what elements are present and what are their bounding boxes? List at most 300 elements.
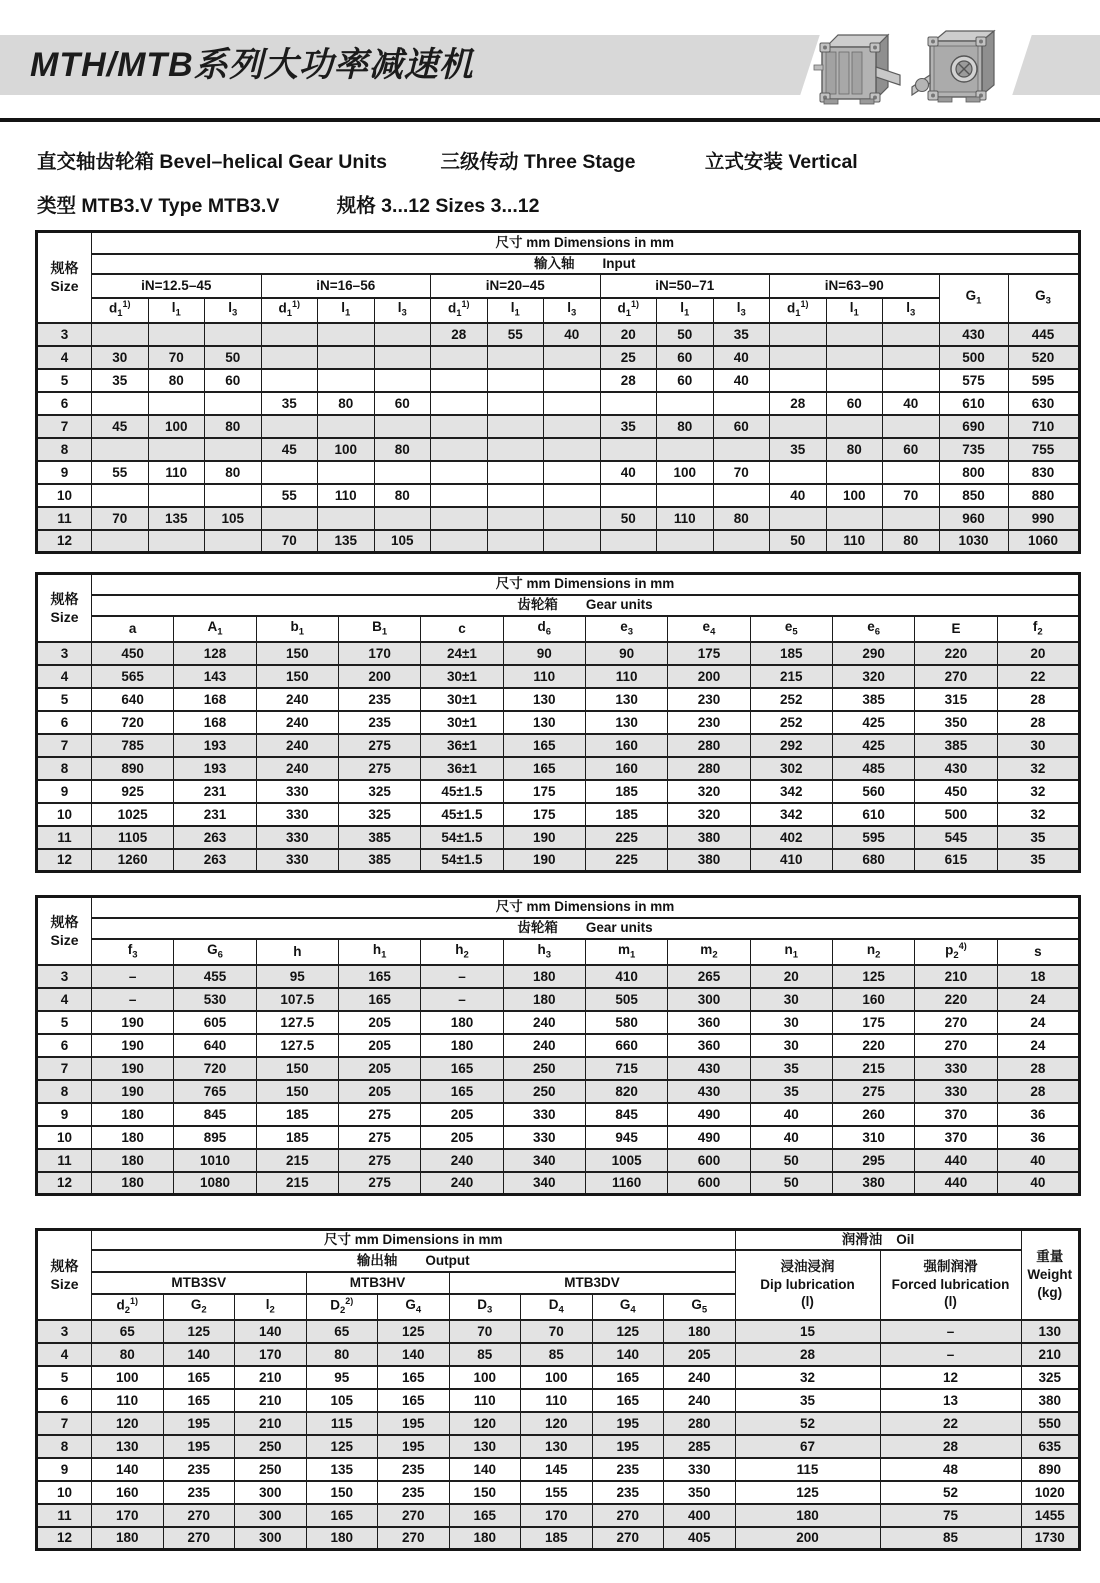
data-cell [487, 461, 544, 484]
data-cell: 165 [378, 1389, 450, 1412]
column-header: $l_1$ [826, 298, 883, 323]
column-header: $e_4$ [668, 616, 750, 642]
table-row [37, 415, 1080, 438]
data-cell: 450 [915, 780, 997, 803]
data-cell: 240 [256, 757, 338, 780]
weight-value: 890 [1021, 1458, 1080, 1481]
data-cell: 275 [338, 1103, 420, 1126]
column-header: s [997, 939, 1079, 965]
data-cell: 140 [449, 1458, 521, 1481]
data-cell: 615 [915, 849, 997, 872]
data-cell: 130 [585, 711, 667, 734]
data-cell: 385 [338, 826, 420, 849]
data-cell: 230 [668, 688, 750, 711]
data-cell: 205 [338, 1034, 420, 1057]
table-row [37, 1057, 1080, 1080]
data-cell [883, 507, 940, 530]
data-cell: 450 [92, 642, 174, 665]
data-cell: 235 [378, 1458, 450, 1481]
column-header: $e_6$ [832, 616, 914, 642]
data-cell: 280 [664, 1412, 736, 1435]
data-cell: 40 [750, 1103, 832, 1126]
table-row [37, 232, 1080, 254]
data-cell: 168 [174, 711, 256, 734]
data-cell: 60 [205, 369, 262, 392]
data-cell [374, 369, 431, 392]
data-cell: 35 [92, 369, 149, 392]
data-cell: 735 [939, 438, 1008, 461]
data-cell: 60 [883, 438, 940, 461]
data-cell: 405 [664, 1527, 736, 1550]
data-cell: 170 [92, 1504, 164, 1527]
data-cell [431, 438, 488, 461]
data-cell [883, 461, 940, 484]
data-cell: 50 [600, 507, 657, 530]
dims-title: 尺寸 mm Dimensions in mm [92, 232, 1080, 254]
weight-value: 1730 [1021, 1527, 1080, 1550]
data-cell: 45 [92, 415, 149, 438]
data-cell: 325 [338, 803, 420, 826]
data-cell: 270 [378, 1527, 450, 1550]
data-cell: 1005 [585, 1149, 667, 1172]
data-cell: 205 [338, 1080, 420, 1103]
column-header: h [256, 939, 338, 965]
data-cell: 400 [664, 1504, 736, 1527]
data-cell [318, 369, 375, 392]
data-cell: 55 [92, 461, 149, 484]
column-header: $d_1^{1)}$ [92, 298, 149, 323]
data-cell [205, 323, 262, 346]
table-row [37, 1080, 1080, 1103]
weight-value: 380 [1021, 1389, 1080, 1412]
column-header: $l_1$ [318, 298, 375, 323]
column-header: $d_1^{1)}$ [600, 298, 657, 323]
data-cell: 125 [832, 965, 914, 988]
data-cell: 710 [1008, 415, 1079, 438]
table-row [37, 484, 1080, 507]
data-cell: 150 [256, 1080, 338, 1103]
table-row [37, 642, 1080, 665]
data-cell: 380 [668, 849, 750, 872]
data-cell [374, 415, 431, 438]
column-header: $G_4$ [378, 1294, 450, 1320]
data-cell: 125 [163, 1320, 235, 1343]
row-size: 11 [37, 1504, 92, 1527]
data-cell: 165 [503, 734, 585, 757]
data-cell: 30±1 [421, 665, 503, 688]
table-row [37, 346, 1080, 369]
data-cell: 100 [449, 1366, 521, 1389]
data-cell: 195 [163, 1435, 235, 1458]
data-cell: 485 [832, 757, 914, 780]
data-cell: 330 [664, 1458, 736, 1481]
weight-value: 1455 [1021, 1504, 1080, 1527]
data-cell: 105 [306, 1389, 378, 1412]
data-cell: 240 [421, 1149, 503, 1172]
data-cell: 22 [997, 665, 1079, 688]
data-cell: 165 [338, 965, 420, 988]
data-cell: 40 [883, 392, 940, 415]
data-cell: 50 [750, 1172, 832, 1195]
data-cell: 60 [657, 346, 714, 369]
data-cell: 165 [163, 1366, 235, 1389]
data-cell: 240 [256, 688, 338, 711]
data-cell: 180 [306, 1527, 378, 1550]
data-cell: 40 [750, 1126, 832, 1149]
data-cell: 330 [915, 1057, 997, 1080]
forced-lubrication-value: 12 [880, 1366, 1021, 1389]
data-cell: 140 [378, 1343, 450, 1366]
dip-lubrication-value: 32 [735, 1366, 880, 1389]
data-cell: 80 [205, 461, 262, 484]
data-cell: 165 [421, 1080, 503, 1103]
column-header: $G_4$ [592, 1294, 664, 1320]
data-cell [431, 346, 488, 369]
data-cell [374, 507, 431, 530]
data-cell: 220 [915, 988, 997, 1011]
data-cell: 300 [235, 1504, 307, 1527]
forced-lubrication-header: 强制润滑 Forced lubrication (l) [880, 1250, 1021, 1320]
data-cell: 110 [92, 1389, 164, 1412]
table-row [37, 574, 1080, 595]
data-cell: 231 [174, 803, 256, 826]
data-cell: 40 [770, 484, 827, 507]
row-size: 12 [37, 1172, 92, 1195]
data-cell: 115 [306, 1412, 378, 1435]
data-cell: 110 [585, 665, 667, 688]
data-cell [431, 530, 488, 553]
data-cell: 185 [521, 1527, 593, 1550]
table-row [37, 254, 1080, 274]
data-cell: 35 [770, 438, 827, 461]
column-header: $b_1$ [256, 616, 338, 642]
dims-title: 尺寸 mm Dimensions in mm [92, 1230, 736, 1250]
row-size: 11 [37, 1149, 92, 1172]
data-cell [826, 369, 883, 392]
data-cell: 190 [503, 849, 585, 872]
data-cell: 110 [826, 530, 883, 553]
data-cell: 125 [378, 1320, 450, 1343]
data-cell: 235 [592, 1481, 664, 1504]
data-cell [431, 461, 488, 484]
data-cell: 800 [939, 461, 1008, 484]
data-cell [318, 323, 375, 346]
data-cell: 80 [148, 369, 205, 392]
data-cell: 24±1 [421, 642, 503, 665]
table-row [37, 1011, 1080, 1034]
data-cell: 150 [256, 642, 338, 665]
data-cell: 275 [338, 1149, 420, 1172]
section-title-gear-units: 齿轮箱 Gear units [92, 918, 1080, 939]
data-cell: 845 [174, 1103, 256, 1126]
row-size: 6 [37, 392, 92, 415]
column-header: $d_1^{1)}$ [261, 298, 318, 323]
data-cell: 225 [585, 849, 667, 872]
data-cell: 80 [883, 530, 940, 553]
data-cell: 530 [174, 988, 256, 1011]
dip-lubrication-value: 180 [735, 1504, 880, 1527]
data-cell: 180 [92, 1172, 174, 1195]
data-cell: 720 [174, 1057, 256, 1080]
size-column-header: 规格 Size [37, 1230, 92, 1320]
data-cell [148, 323, 205, 346]
data-cell: 36 [997, 1103, 1079, 1126]
data-cell: 1260 [92, 849, 174, 872]
data-cell [544, 484, 601, 507]
table-row [37, 1149, 1080, 1172]
data-cell [883, 415, 940, 438]
column-header: $d_6$ [503, 616, 585, 642]
data-cell: 595 [1008, 369, 1079, 392]
data-cell: 575 [939, 369, 1008, 392]
row-size: 10 [37, 484, 92, 507]
row-size: 3 [37, 642, 92, 665]
row-size: 7 [37, 415, 92, 438]
data-cell: 205 [421, 1126, 503, 1149]
data-cell: 30±1 [421, 711, 503, 734]
data-cell [487, 369, 544, 392]
row-size: 3 [37, 323, 92, 346]
data-cell [487, 484, 544, 507]
data-cell: 850 [939, 484, 1008, 507]
data-cell: 85 [521, 1343, 593, 1366]
row-size: 9 [37, 1103, 92, 1126]
data-cell: 32 [997, 780, 1079, 803]
data-cell: 107.5 [256, 988, 338, 1011]
table-row [37, 849, 1080, 872]
data-cell: 310 [832, 1126, 914, 1149]
data-cell: 270 [378, 1504, 450, 1527]
table-row [37, 369, 1080, 392]
column-header: $G_3$ [1008, 274, 1079, 323]
data-cell [148, 530, 205, 553]
dip-lubrication-value: 115 [735, 1458, 880, 1481]
data-cell: 150 [449, 1481, 521, 1504]
data-cell: 600 [668, 1149, 750, 1172]
table-row [37, 918, 1080, 939]
data-cell: 135 [148, 507, 205, 530]
data-cell: 50 [770, 530, 827, 553]
data-cell: 275 [832, 1080, 914, 1103]
subtitle-sizes: 规格 3...12 Sizes 3...12 [336, 195, 540, 217]
data-cell [657, 392, 714, 415]
data-cell: 28 [997, 1057, 1079, 1080]
data-cell: 35 [261, 392, 318, 415]
data-cell: 275 [338, 1172, 420, 1195]
row-size: 12 [37, 1527, 92, 1550]
data-cell: 36 [997, 1126, 1079, 1149]
data-cell [713, 530, 770, 553]
data-cell: 890 [92, 757, 174, 780]
data-cell: 560 [832, 780, 914, 803]
gearbox-photo-vertical [908, 25, 1000, 111]
dip-lubrication-value: 52 [735, 1412, 880, 1435]
data-cell [487, 392, 544, 415]
data-cell: 595 [832, 826, 914, 849]
data-cell: 300 [235, 1527, 307, 1550]
column-header: $G_6$ [174, 939, 256, 965]
input-shaft-table-wrap [35, 230, 1081, 554]
data-cell: 385 [915, 734, 997, 757]
dip-lubrication-value: 15 [735, 1320, 880, 1343]
data-cell: 235 [163, 1458, 235, 1481]
row-size: 9 [37, 780, 92, 803]
table-row [37, 1343, 1080, 1366]
data-cell: 210 [915, 965, 997, 988]
data-cell [770, 323, 827, 346]
data-cell [487, 530, 544, 553]
size-column-header: 规格 Size [37, 897, 92, 965]
data-cell: 175 [668, 642, 750, 665]
row-size: 5 [37, 369, 92, 392]
data-cell: 165 [421, 1057, 503, 1080]
data-cell [657, 484, 714, 507]
table-row [37, 826, 1080, 849]
column-header: $l_1$ [657, 298, 714, 323]
forced-lubrication-value: 52 [880, 1481, 1021, 1504]
forced-lubrication-value: 13 [880, 1389, 1021, 1412]
data-cell: 610 [832, 803, 914, 826]
column-header: $G_5$ [664, 1294, 736, 1320]
data-cell [600, 530, 657, 553]
weight-value: 635 [1021, 1435, 1080, 1458]
data-cell: 1160 [585, 1172, 667, 1195]
row-size: 7 [37, 1057, 92, 1080]
output-shaft-table [35, 1228, 1081, 1551]
data-cell: 165 [592, 1389, 664, 1412]
data-cell: 175 [832, 1011, 914, 1034]
data-cell: 250 [235, 1458, 307, 1481]
row-size: 7 [37, 734, 92, 757]
data-cell: 160 [585, 757, 667, 780]
dip-lubrication-value: 125 [735, 1481, 880, 1504]
decorative-stripe [1012, 35, 1100, 95]
data-cell: 200 [338, 665, 420, 688]
row-size: 6 [37, 1389, 92, 1412]
data-cell: 130 [585, 688, 667, 711]
data-cell: 280 [668, 757, 750, 780]
data-cell: 295 [832, 1149, 914, 1172]
column-header: $e_3$ [585, 616, 667, 642]
column-header: $d_1^{1)}$ [431, 298, 488, 323]
data-cell: 500 [915, 803, 997, 826]
data-cell: 425 [832, 711, 914, 734]
data-cell: 490 [668, 1103, 750, 1126]
data-cell: 520 [1008, 346, 1079, 369]
data-cell: 505 [585, 988, 667, 1011]
data-cell: 195 [592, 1435, 664, 1458]
data-cell: 210 [235, 1412, 307, 1435]
data-cell: 60 [657, 369, 714, 392]
data-cell: 155 [521, 1481, 593, 1504]
data-cell: 120 [92, 1412, 164, 1435]
data-cell [261, 507, 318, 530]
data-cell: 215 [256, 1172, 338, 1195]
data-cell [657, 438, 714, 461]
data-cell: 185 [256, 1126, 338, 1149]
data-cell: 45±1.5 [421, 780, 503, 803]
data-cell: 40 [997, 1172, 1079, 1195]
data-cell: 280 [668, 734, 750, 757]
data-cell: 105 [374, 530, 431, 553]
data-cell: 330 [256, 780, 338, 803]
data-cell: 80 [657, 415, 714, 438]
page-title: MTH/MTB系列大功率减速机 [30, 46, 474, 84]
oil-title: 润滑油 Oil [735, 1230, 1021, 1250]
column-header: $d_2^{1)}$ [92, 1294, 164, 1320]
model-group-header: MTB3DV [449, 1272, 735, 1294]
data-cell: 170 [338, 642, 420, 665]
data-cell: 90 [503, 642, 585, 665]
column-header: $G_1$ [939, 274, 1008, 323]
data-cell: 36±1 [421, 734, 503, 757]
data-cell: 240 [664, 1366, 736, 1389]
subtitle-stages: 三级传动 Three Stage [440, 151, 636, 173]
data-cell: 235 [592, 1458, 664, 1481]
data-cell: 285 [664, 1435, 736, 1458]
data-cell: 440 [915, 1149, 997, 1172]
data-cell: 385 [338, 849, 420, 872]
data-cell: 80 [205, 415, 262, 438]
data-cell: 185 [585, 780, 667, 803]
data-cell: 50 [750, 1149, 832, 1172]
data-cell: 410 [585, 965, 667, 988]
size-column-header: 规格 Size [37, 232, 92, 323]
data-cell: 330 [503, 1126, 585, 1149]
data-cell: 945 [585, 1126, 667, 1149]
data-cell: 90 [585, 642, 667, 665]
table-row [37, 1458, 1080, 1481]
data-cell: 100 [148, 415, 205, 438]
weight-value: 550 [1021, 1412, 1080, 1435]
data-cell: 60 [374, 392, 431, 415]
data-cell: 190 [503, 826, 585, 849]
data-cell: 120 [449, 1412, 521, 1435]
data-cell: – [421, 965, 503, 988]
data-cell: 845 [585, 1103, 667, 1126]
data-cell: 180 [664, 1320, 736, 1343]
row-size: 9 [37, 461, 92, 484]
data-cell: 140 [92, 1458, 164, 1481]
data-cell: 135 [306, 1458, 378, 1481]
data-cell: 30 [750, 1011, 832, 1034]
column-header: $B_1$ [338, 616, 420, 642]
data-cell: 28 [997, 1080, 1079, 1103]
data-cell: 20 [750, 965, 832, 988]
data-cell [600, 484, 657, 507]
data-cell: 215 [256, 1149, 338, 1172]
data-cell: 24 [997, 1011, 1079, 1034]
table-row [37, 711, 1080, 734]
subtitle-type: 类型 MTB3.V Type MTB3.V [37, 195, 280, 217]
data-cell: 32 [997, 757, 1079, 780]
column-header: $e_5$ [750, 616, 832, 642]
data-cell: 210 [235, 1389, 307, 1412]
data-cell: 765 [174, 1080, 256, 1103]
dip-lubrication-header: 浸油浸润 Dip lubrication (l) [735, 1250, 880, 1320]
data-cell: 165 [163, 1389, 235, 1412]
data-cell: 252 [750, 688, 832, 711]
subtitle-mounting: 立式安装 Vertical [704, 151, 858, 173]
row-size: 5 [37, 1011, 92, 1034]
data-cell: 127.5 [256, 1034, 338, 1057]
data-cell: 70 [92, 507, 149, 530]
data-cell: 80 [318, 392, 375, 415]
column-header: $D_4$ [521, 1294, 593, 1320]
gear-unit-dims-table-1 [35, 572, 1081, 873]
data-cell: 263 [174, 849, 256, 872]
data-cell: 195 [592, 1412, 664, 1435]
